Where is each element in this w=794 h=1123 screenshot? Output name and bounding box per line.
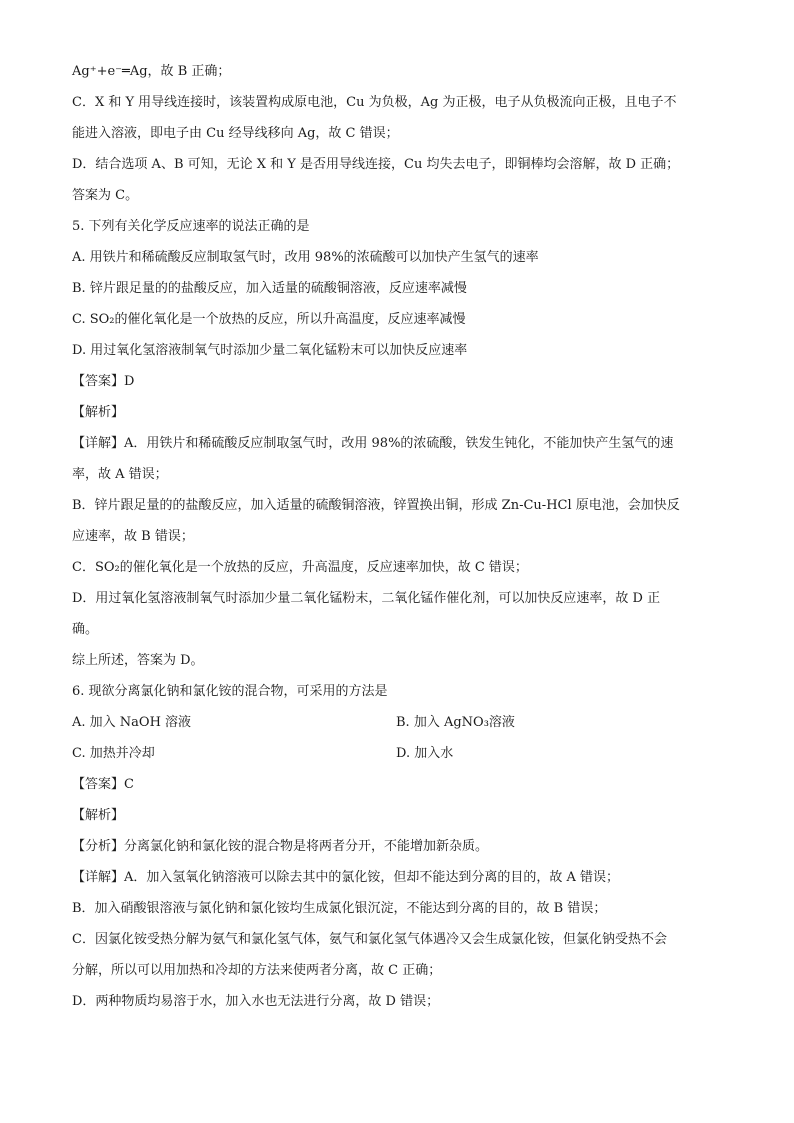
q5-detail-line-4: 应速率，故 B 错误； bbox=[72, 529, 194, 544]
q5-detail-line-6: D．用过氧化氢溶液制氧气时添加少量二氧化锰粉末，二氧化锰作催化剂，可以加快反应速率，故 D 正 bbox=[72, 591, 661, 606]
q4-explanation-line-2: C．X 和 Y 用导线连接时，该装置构成原电池，Cu 为负极，Ag 为正极，电子从负极流向正极，且电子不 bbox=[72, 95, 677, 110]
q5-analysis-heading: 【解析】 bbox=[72, 405, 125, 420]
q6-detail-line-1: 【详解】A．加入氢氧化钠溶液可以除去其中的氯化铵，但却不能达到分离的目的，故 A 错误； bbox=[72, 870, 620, 885]
q4-explanation-line-3: 能进入溶液，即电子由 Cu 经导线移向 Ag，故 C 错误； bbox=[72, 126, 399, 141]
q5-detail-line-5: C．SO₂的催化氧化是一个放热的反应，升高温度，反应速率加快，故 C 错误； bbox=[72, 560, 528, 575]
q5-stem: 5. 下列有关化学反应速率的说法正确的是 bbox=[72, 219, 310, 234]
q6-stem: 6. 现欲分离氯化钠和氯化铵的混合物，可采用的方法是 bbox=[72, 684, 388, 699]
q5-option-b: B. 锌片跟足量的的盐酸反应，加入适量的硫酸铜溶液，反应速率减慢 bbox=[72, 281, 467, 296]
q6-analysis-note: 【分析】分离氯化钠和氯化铵的混合物是将两者分开，不能增加新杂质。 bbox=[72, 839, 489, 854]
q6-option-d: D. 加入水 bbox=[396, 746, 454, 761]
q6-detail-line-5: D．两种物质均易溶于水，加入水也无法进行分离，故 D 错误； bbox=[72, 994, 440, 1009]
q6-option-c: C. 加热并冷却 bbox=[72, 746, 155, 761]
q6-option-a: A. 加入 NaOH 溶液 bbox=[72, 715, 192, 730]
q6-detail-line-2: B．加入硝酸银溶液与氯化钠和氯化铵均生成氯化银沉淀，不能达到分离的目的，故 B 错误； bbox=[72, 901, 607, 916]
q4-explanation-line-4: D．结合选项 A、B 可知，无论 X 和 Y 是否用导线连接，Cu 均失去电子，即铜棒均会溶解，故 D 正确； bbox=[72, 157, 680, 172]
q5-answer: 【答案】D bbox=[72, 374, 135, 389]
q6-detail-line-3: C．因氯化铵受热分解为氨气和氯化氢气体，氨气和氯化氢气体遇冷又会生成氯化铵，但氯化钠受热不会 bbox=[72, 932, 667, 947]
q5-conclusion: 综上所述，答案为 D。 bbox=[72, 653, 204, 668]
q5-option-c: C. SO₂的催化氧化是一个放热的反应，所以升高温度，反应速率减慢 bbox=[72, 312, 466, 327]
q5-detail-line-7: 确。 bbox=[72, 622, 99, 637]
q6-detail-line-4: 分解，所以可以用加热和冷却的方法来使两者分离，故 C 正确； bbox=[72, 963, 442, 978]
q4-explanation-line-1: Ag⁺+e⁻═Ag，故 B 正确； bbox=[72, 64, 231, 79]
q4-answer-summary: 答案为 C。 bbox=[72, 188, 139, 203]
q5-option-d: D. 用过氧化氢溶液制氧气时添加少量二氧化锰粉末可以加快反应速率 bbox=[72, 343, 468, 358]
q5-detail-line-3: B．锌片跟足量的的盐酸反应，加入适量的硫酸铜溶液，锌置换出铜，形成 Zn-Cu-HCl 原电池，会加快反 bbox=[72, 498, 680, 513]
q6-answer: 【答案】C bbox=[72, 777, 134, 792]
q5-detail-line-2: 率，故 A 错误； bbox=[72, 467, 168, 482]
q6-option-b: B. 加入 AgNO₃溶液 bbox=[396, 715, 515, 730]
q6-analysis-heading: 【解析】 bbox=[72, 808, 125, 823]
q5-detail-line-1: 【详解】A．用铁片和稀硫酸反应制取氢气时，改用 98%的浓硫酸，铁发生钝化，不能加快产生氢气的速 bbox=[72, 436, 674, 451]
q5-option-a: A. 用铁片和稀硫酸反应制取氢气时，改用 98%的浓硫酸可以加快产生氢气的速率 bbox=[72, 250, 539, 265]
